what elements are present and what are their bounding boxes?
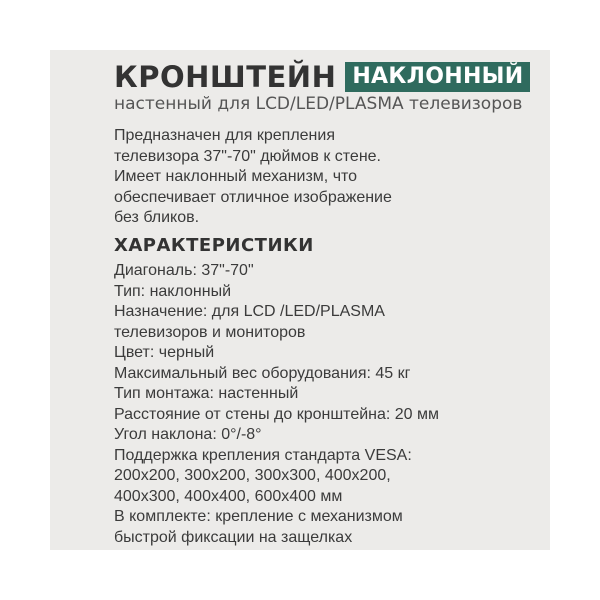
intro-text [114, 126, 534, 229]
specs-heading: ХАРАКТЕРИСТИКИ [114, 235, 314, 256]
spec-line: Тип монтажа: настенный [114, 385, 299, 402]
spec-line: 400x300, 400x400, 600x400 мм [114, 487, 343, 505]
intro-line: Предназначен для крепления [114, 127, 335, 144]
spec-line: Угол наклона: 0°/-8° [114, 426, 262, 443]
product-info-card [50, 50, 550, 550]
spec-line: Назначение: для LCD /LED/PLASMA [114, 303, 385, 320]
spec-line: Диагональ: 37"-70" [114, 262, 254, 279]
spec-line: Цвет: черный [114, 344, 215, 361]
spec-line: телевизоров и мониторов [114, 323, 306, 341]
product-title: КРОНШТЕЙН [114, 60, 337, 94]
spec-line: 200x200, 300x200, 300x300, 400x200, [114, 467, 391, 484]
spec-line: Поддержка крепления стандарта VESA: [114, 446, 412, 464]
type-badge: НАКЛОННЫЙ [345, 62, 530, 92]
spec-line: Максимальный вес оборудования: 45 кг [114, 364, 411, 382]
product-subtitle: настенный для LCD/LED/PLASMA телевизоров [114, 94, 523, 114]
title-row [114, 60, 530, 94]
spec-line: Расстояние от стены до кронштейна: 20 мм [114, 405, 440, 423]
spec-line: В комплекте: крепление с механизмом [114, 508, 403, 525]
specs-list [114, 261, 544, 548]
intro-line: телевизора 37"-70" дюймов к стене. [114, 147, 381, 165]
spec-line: Тип: наклонный [114, 282, 231, 300]
intro-line: без бликов. [114, 209, 200, 226]
intro-line: обеспечивает отличное изображение [114, 188, 392, 206]
intro-line: Имеет наклонный механизм, что [114, 168, 358, 185]
spec-line: быстрой фиксации на защелках [114, 528, 353, 546]
